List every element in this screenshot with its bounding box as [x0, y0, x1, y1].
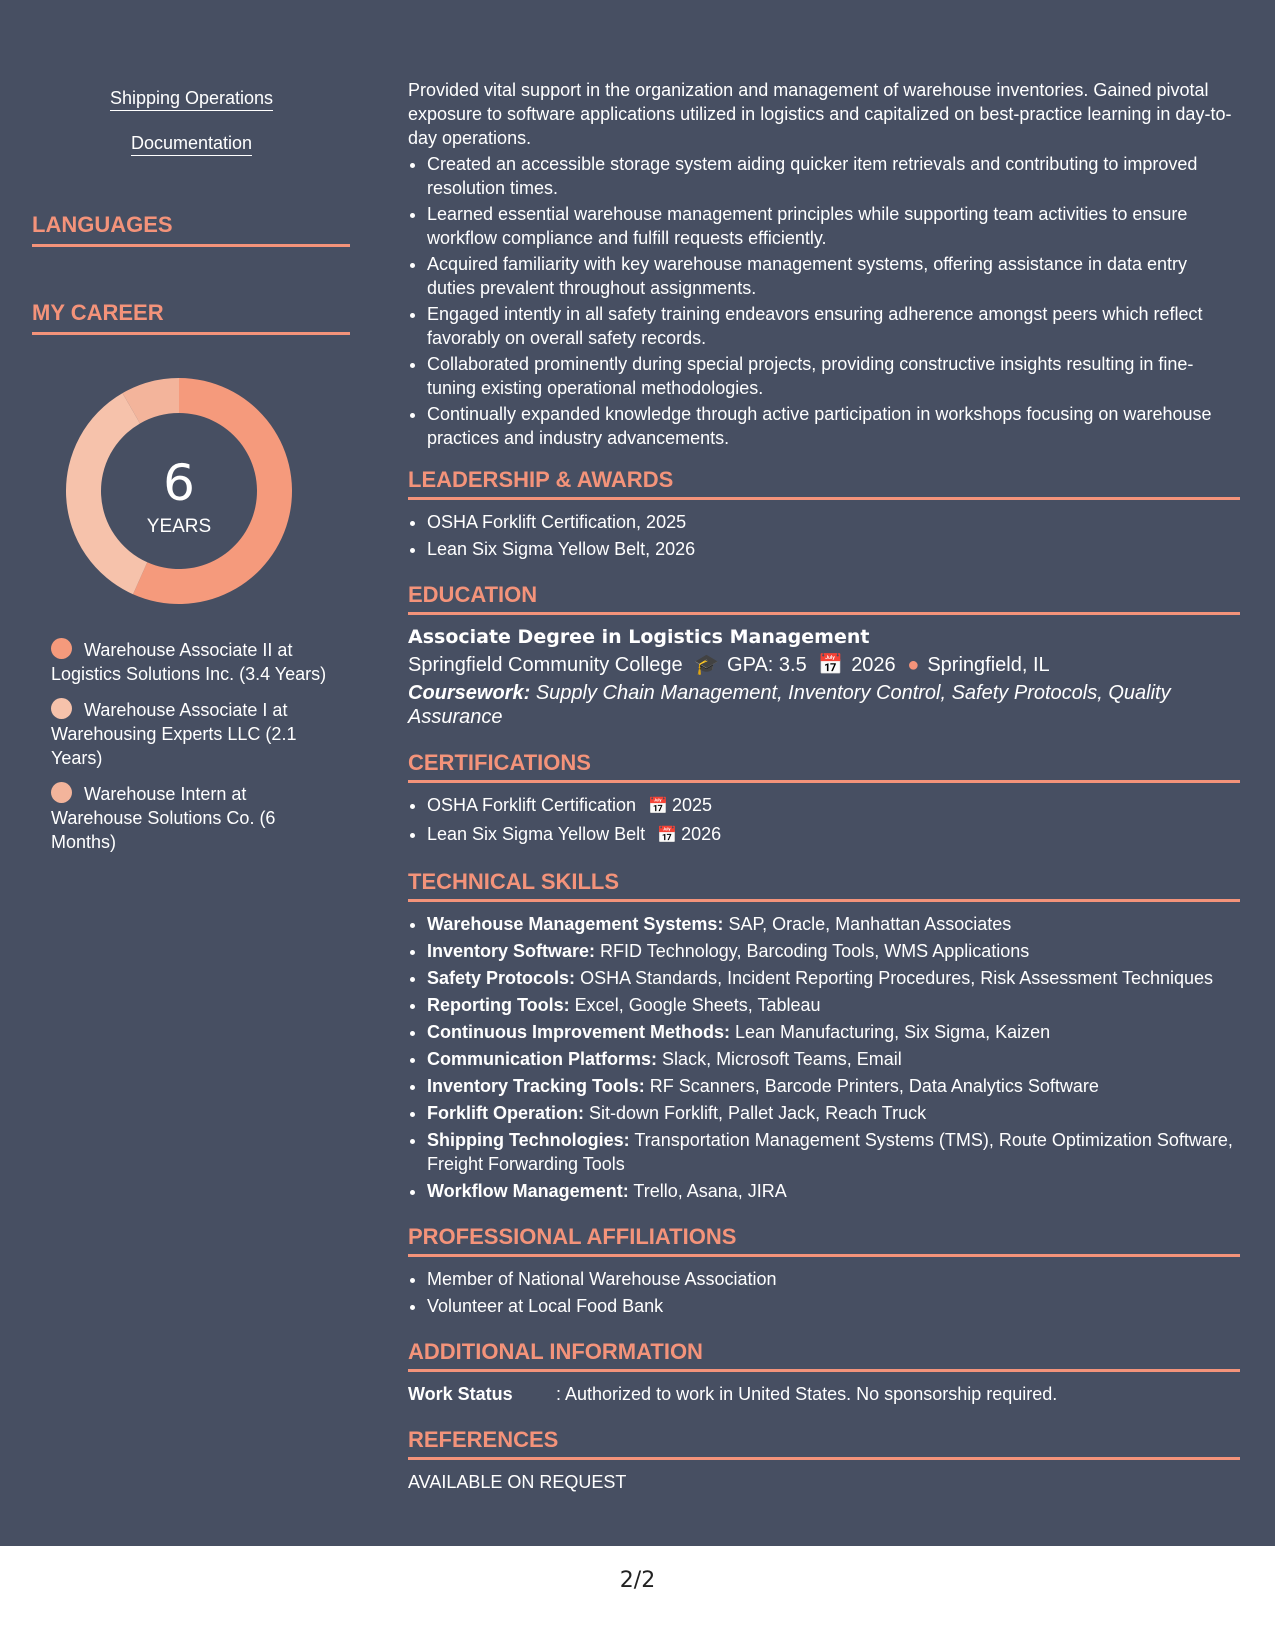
- certification-year: 2025: [671, 795, 713, 815]
- additional-info-heading: ADDITIONAL INFORMATION: [408, 1340, 1240, 1372]
- skill-label: Inventory Software:: [427, 941, 596, 961]
- skill-label: Warehouse Management Systems:: [427, 914, 724, 934]
- list-item: • Volunteer at Local Food Bank: [427, 1294, 1240, 1318]
- list-item: • Collaborated prominently during special projects, providing constructive insights resulting in fine-tuning existing operational methodologies.: [427, 352, 1240, 400]
- career-item-label: Warehouse Associate I at Warehousing Experts LLC (2.1 Years): [51, 700, 297, 768]
- affiliations-list: [408, 1267, 1240, 1318]
- skill-value: Sit-down Forklift, Pallet Jack, Reach Truck: [589, 1103, 927, 1123]
- skill-value: Transportation Management Systems (TMS), Route Optimization Software, Freight Forwarding Tools: [427, 1130, 1233, 1174]
- skill-label: Communication Platforms:: [427, 1049, 658, 1069]
- school-line: [408, 653, 1240, 677]
- page-number: 2/2: [619, 1568, 656, 1593]
- calendar-icon: 📅: [648, 798, 668, 815]
- list-item: [427, 993, 1240, 1017]
- list-item: [427, 1179, 1240, 1203]
- coursework-label: Coursework:: [408, 682, 531, 704]
- technical-skills-list: [408, 912, 1240, 1203]
- skill-tag-label: Shipping Operations: [110, 88, 273, 111]
- skill-value: Excel, Google Sheets, Tableau: [574, 995, 821, 1015]
- degree-title: Associate Degree in Logistics Management: [408, 626, 870, 648]
- work-status-value: : Authorized to work in United States. No sponsorship required.: [556, 1384, 1058, 1404]
- skill-value: SAP, Oracle, Manhattan Associates: [728, 914, 1012, 934]
- career-legend-item: [51, 782, 331, 854]
- list-item: [427, 939, 1240, 963]
- skill-value: RFID Technology, Barcoding Tools, WMS Applications: [600, 941, 1030, 961]
- languages-heading: LANGUAGES: [32, 212, 350, 247]
- skill-label: Safety Protocols:: [427, 968, 576, 988]
- references-heading: REFERENCES: [408, 1428, 1240, 1460]
- calendar-icon: 📅: [657, 827, 678, 844]
- career-total-unit: YEARS: [146, 516, 212, 537]
- leadership-heading: LEADERSHIP & AWARDS: [408, 468, 1240, 500]
- skill-tag-label: Documentation: [131, 133, 252, 156]
- skill-tag: [0, 133, 383, 154]
- graduation-cap-icon: 🎓: [694, 654, 720, 676]
- location-pin-icon: ●: [907, 654, 920, 676]
- career-heading: MY CAREER: [32, 300, 350, 335]
- certification-year: 2026: [681, 824, 722, 844]
- list-item: • Member of National Warehouse Association: [427, 1267, 1240, 1291]
- career-legend: [51, 638, 331, 866]
- career-legend-item: [51, 638, 331, 686]
- education-location: Springfield, IL: [927, 654, 1050, 676]
- list-item: [427, 1101, 1240, 1125]
- work-status-row: [408, 1382, 1240, 1406]
- coursework: [408, 681, 1240, 729]
- skill-label: Continuous Improvement Methods:: [427, 1022, 730, 1042]
- skill-label: Shipping Technologies:: [427, 1130, 630, 1150]
- leadership-list: [408, 510, 1240, 561]
- list-item: • Acquired familiarity with key warehouse management systems, offering assistance in data entry duties prevalent throughout assignments.: [427, 252, 1240, 300]
- skill-value: Trello, Asana, JIRA: [633, 1181, 787, 1201]
- career-total: 6: [163, 454, 195, 512]
- list-item: • OSHA Forklift Certification, 2025: [427, 510, 1240, 534]
- certification-name: OSHA Forklift Certification: [427, 795, 637, 815]
- list-item: [427, 1047, 1240, 1071]
- certifications-heading: CERTIFICATIONS: [408, 751, 1240, 783]
- affiliations-heading: PROFESSIONAL AFFILIATIONS: [408, 1225, 1240, 1257]
- list-item: [427, 822, 1240, 848]
- list-item: • Learned essential warehouse management principles while supporting team activities to ensure workflow compliance and fulfill requests efficiently.: [427, 202, 1240, 250]
- list-item: • Lean Six Sigma Yellow Belt, 2026: [427, 537, 1240, 561]
- technical-skills-heading: TECHNICAL SKILLS: [408, 870, 1240, 902]
- legend-dot-icon: [51, 698, 72, 719]
- page-footer: [0, 1546, 1275, 1650]
- work-status-key: Work Status: [408, 1384, 513, 1404]
- main-content: [408, 78, 1240, 1494]
- calendar-icon: 📅: [818, 654, 844, 676]
- list-item: • Engaged intently in all safety training endeavors ensuring adherence amongst peers which reflect favorably on overall safety records.: [427, 302, 1240, 350]
- career-item-label: Warehouse Associate II at Logistics Solutions Inc. (3.4 Years): [51, 640, 327, 684]
- list-item: [427, 1020, 1240, 1044]
- certification-name: Lean Six Sigma Yellow Belt: [427, 824, 646, 844]
- career-legend-item: [51, 698, 331, 770]
- list-item: • Created an accessible storage system aiding quicker item retrievals and contributing to improved resolution times.: [427, 152, 1240, 200]
- skill-label: Inventory Tracking Tools:: [427, 1076, 645, 1096]
- certifications-list: [408, 793, 1240, 848]
- list-item: [427, 912, 1240, 936]
- sidebar: [0, 0, 383, 1546]
- legend-dot-icon: [51, 638, 72, 659]
- list-item: [427, 1128, 1240, 1176]
- skill-value: RF Scanners, Barcode Printers, Data Analytics Software: [649, 1076, 1099, 1096]
- career-item-label: Warehouse Intern at Warehouse Solutions Co. (6 Months): [51, 784, 276, 852]
- skill-tag: [0, 88, 383, 109]
- skill-value: OSHA Standards, Incident Reporting Procedures, Risk Assessment Techniques: [580, 968, 1214, 988]
- skill-label: Forklift Operation:: [427, 1103, 584, 1123]
- skill-value: Slack, Microsoft Teams, Email: [662, 1049, 902, 1069]
- legend-dot-icon: [51, 782, 72, 803]
- skill-label: Reporting Tools:: [427, 995, 570, 1015]
- skill-value: Lean Manufacturing, Six Sigma, Kaizen: [735, 1022, 1051, 1042]
- references-text: AVAILABLE ON REQUEST: [408, 1472, 627, 1492]
- experience-bullets: [408, 152, 1240, 450]
- education-year: 2026: [851, 654, 896, 676]
- coursework-text: Supply Chain Management, Inventory Control, Safety Protocols, Quality Assurance: [408, 682, 1171, 728]
- education-heading: EDUCATION: [408, 583, 1240, 615]
- list-item: • Continually expanded knowledge through active participation in workshops focusing on warehouse practices and industry advancements.: [427, 402, 1240, 450]
- career-donut-chart: [66, 378, 292, 604]
- list-item: [427, 1074, 1240, 1098]
- donut-slice: [66, 393, 147, 594]
- skill-label: Workflow Management:: [427, 1181, 629, 1201]
- list-item: [427, 793, 1240, 819]
- experience-intro: Provided vital support in the organization and management of warehouse inventories. Gained pivotal exposure to software applications utilized in logistics and capitalized on best-practice learning in day-to-day operations.: [408, 80, 1232, 148]
- school-name: Springfield Community College: [408, 654, 683, 676]
- gpa: GPA: 3.5: [727, 654, 807, 676]
- list-item: [427, 966, 1240, 990]
